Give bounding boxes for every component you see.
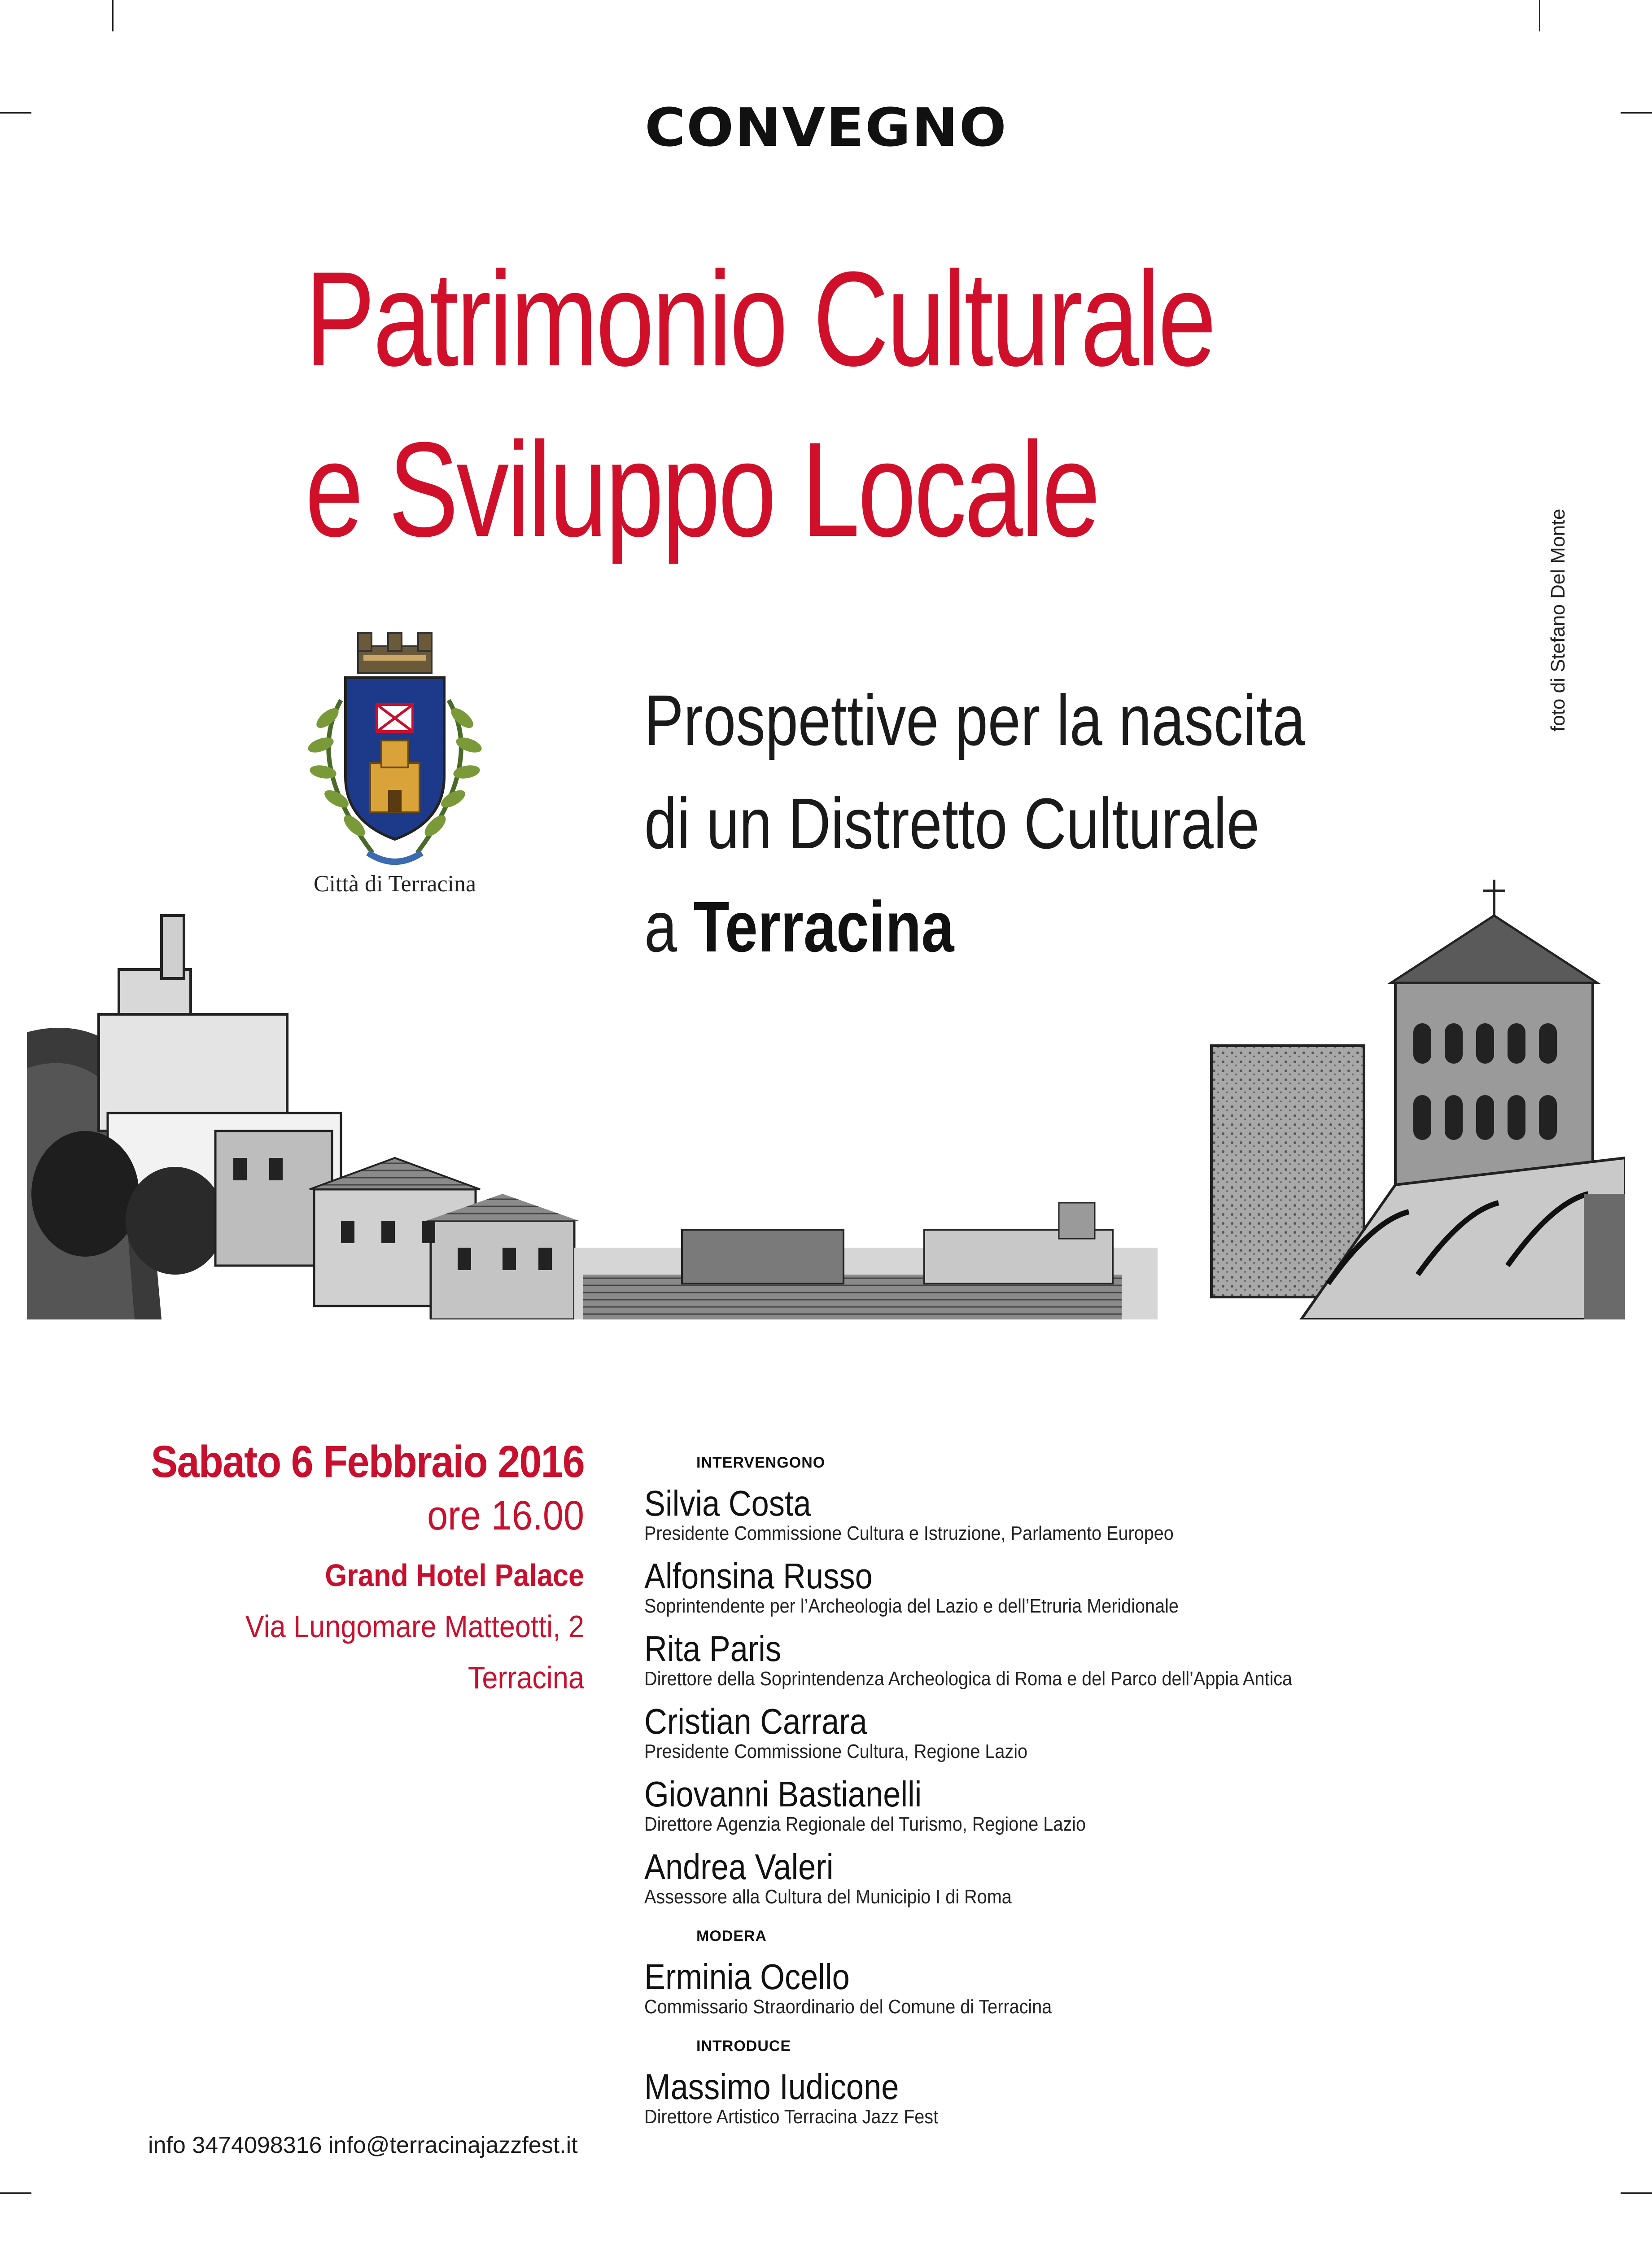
city-crest-icon [278,628,511,880]
moderator-name: Erminia Ocello [644,1957,850,1997]
crop-mark [112,0,114,31]
modera-label: MODERA [696,1928,767,1945]
contact-info: info 3474098316 info@terracinajazzfest.it [148,2132,578,2158]
crest-caption: Città di Terracina [313,871,476,897]
speaker-item [644,1702,1586,1762]
event-city: Terracina [468,1660,584,1695]
event-kicker: CONVEGNO [644,96,1008,158]
speaker-name: Giovanni Bastianelli [644,1774,922,1814]
subtitle-city: Terracina [693,886,954,967]
event-venue: Grand Hotel Palace [325,1558,584,1593]
speaker-item [644,1630,1586,1690]
speaker-name: Rita Paris [644,1629,782,1669]
moderator-item [644,1958,1586,2018]
introducer-role: Direttore Artistico Terracina Jazz Fest [644,2106,939,2128]
speaker-role: Soprintendente per l’Archeologia del Lazio e dell’Etruria Meridionale [644,1595,1179,1617]
intervengono-label: INTERVENGONO [696,1454,826,1471]
introduce-label: INTRODUCE [696,2038,791,2055]
speaker-role: Direttore della Soprintendenza Archeologica di Roma e del Parco dell’Appia Antica [644,1668,1293,1690]
event-time: ore 16.00 [427,1493,584,1538]
poster-title [305,233,1214,574]
terracina-skyline-photo [27,880,1625,1319]
title-line-1: Patrimonio Culturale [305,243,1215,394]
speaker-role: Direttore Agenzia Regionale del Turismo, Regione Lazio [644,1813,1086,1835]
crop-mark [1621,2192,1652,2194]
speaker-name: Andrea Valeri [644,1847,834,1887]
speaker-program [644,1454,1586,2128]
speaker-name: Cristian Carrara [644,1701,867,1741]
crop-mark [0,2192,31,2194]
subtitle-line-2: di un Distretto Culturale [644,783,1259,863]
speaker-role: Presidente Commissione Cultura, Regione Lazio [644,1740,1028,1762]
speaker-item [644,1775,1586,1835]
speaker-item [644,1848,1586,1908]
speaker-name: Silvia Costa [644,1483,811,1523]
speaker-role: Presidente Commissione Cultura e Istruzione, Parlamento Europeo [644,1522,1174,1544]
speaker-name: Alfonsina Russo [644,1556,873,1596]
speaker-role: Assessore alla Cultura del Municipio I di Roma [644,1886,1012,1908]
event-details [1,1436,584,1696]
introducer-name: Massimo Iudicone [644,2067,899,2107]
moderator-role: Commissario Straordinario del Comune di Terracina [644,1996,1052,2018]
event-date: Sabato 6 Febbraio 2016 [151,1437,584,1487]
introducer-item [644,2068,1586,2128]
crop-mark [1539,0,1540,31]
speaker-item [644,1484,1586,1544]
event-address: Via Lungomare Matteotti, 2 [245,1609,584,1644]
photo-credit: foto di Stefano Del Monte [1547,508,1569,732]
title-line-2: e Sviluppo Locale [305,414,1098,565]
subtitle-prefix: a [644,886,694,967]
speaker-item [644,1557,1586,1617]
subtitle-line-1: Prospettive per la nascita [644,680,1306,760]
